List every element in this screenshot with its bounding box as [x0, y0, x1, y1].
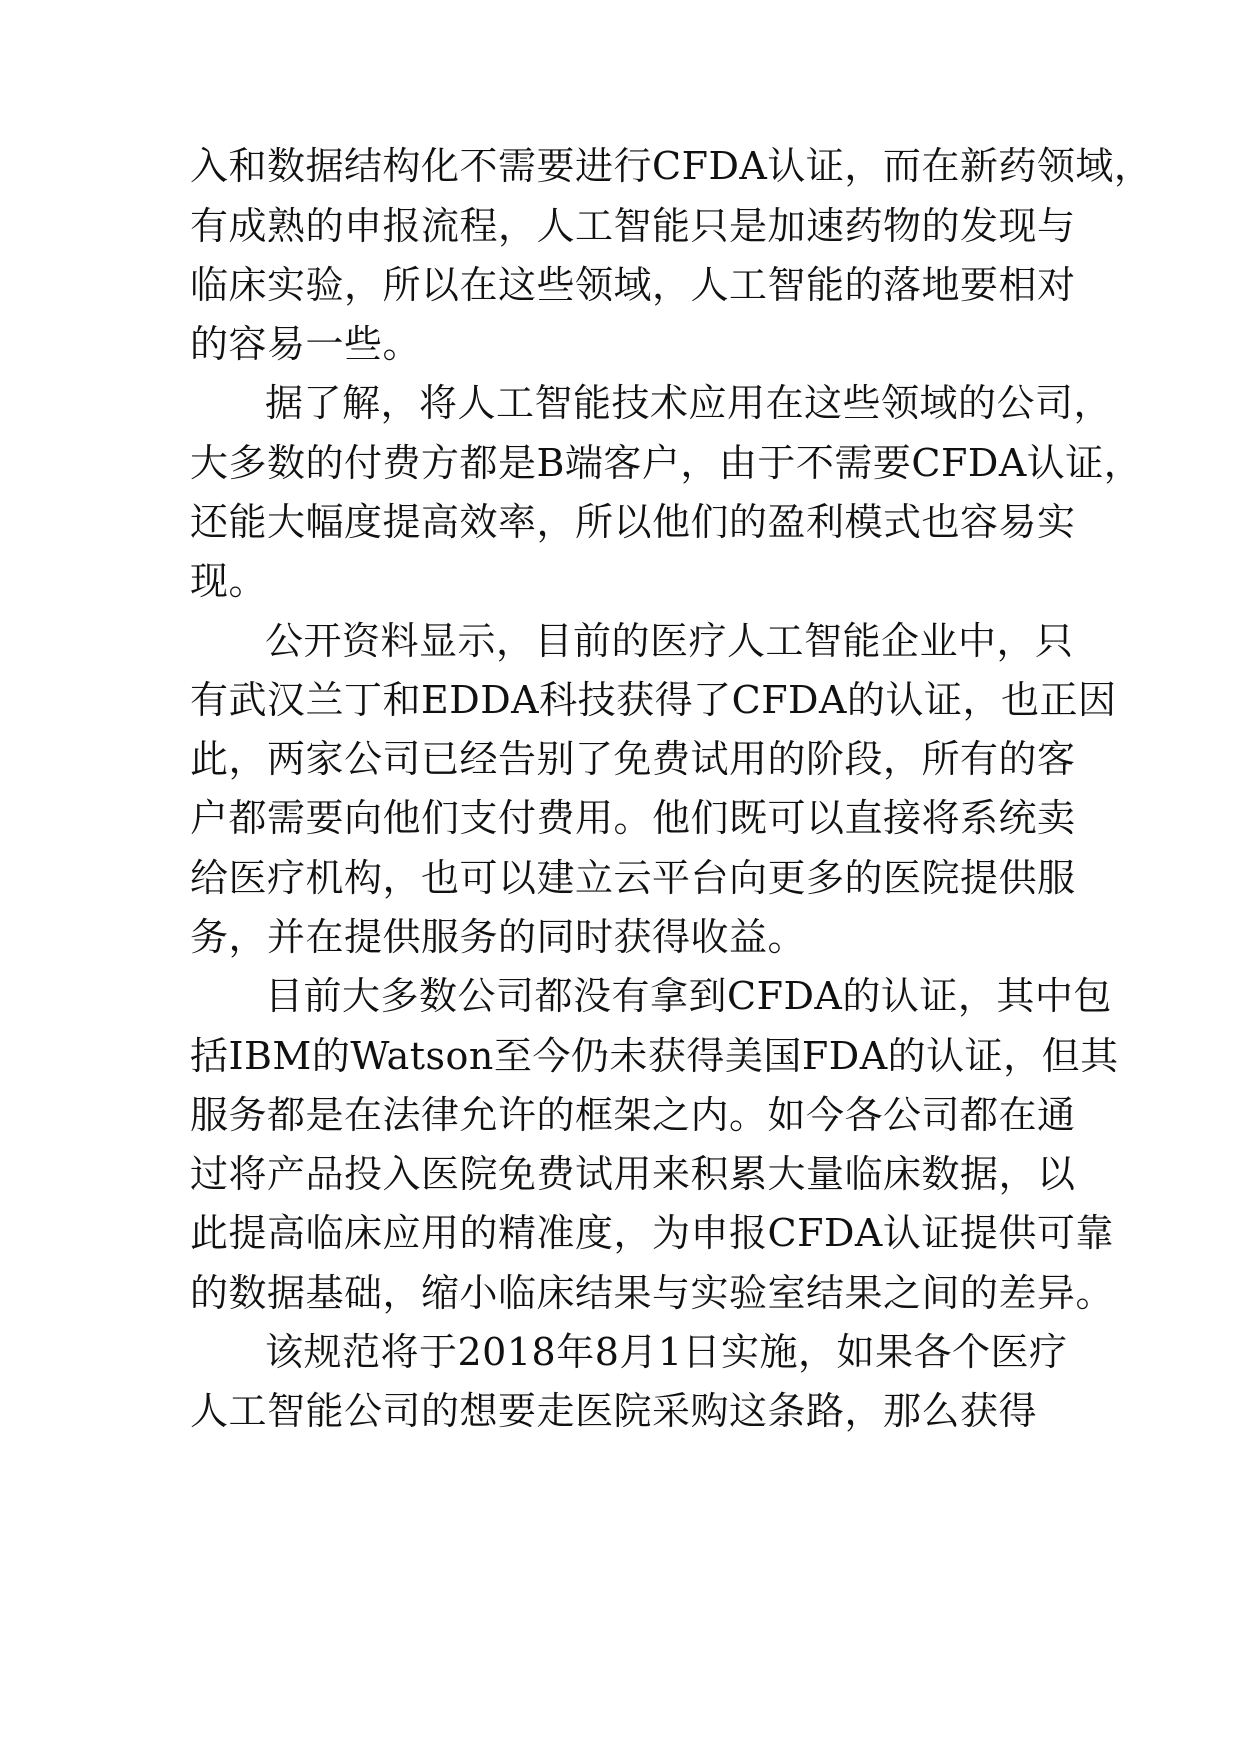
paragraph-1-line-3: 临床实验，所以在这些领域，人工智能的落地要相对	[190, 263, 1076, 307]
paragraph-4-line-5: 此提高临床应用的精准度，为申报CFDA认证提供可靠	[190, 1211, 1114, 1255]
paragraph-4-line-6: 的数据基础，缩小临床结果与实验室结果之间的差异。	[190, 1271, 1115, 1315]
paragraph-4-line-1: 目前大多数公司都没有拿到CFDA的认证，其中包	[265, 974, 1112, 1018]
paragraph-1-line-2: 有成熟的申报流程，人工智能只是加速药物的发现与	[190, 204, 1076, 248]
paragraph-3-line-1: 公开资料显示，目前的医疗人工智能企业中，只	[265, 619, 1074, 663]
paragraph-4-line-2: 括IBM的Watson至今仍未获得美国FDA的认证，但其	[190, 1034, 1119, 1078]
paragraph-3-line-6: 务，并在提供服务的同时获得收益。	[190, 915, 807, 959]
paragraph-4-line-4: 过将产品投入医院免费试用来积累大量临床数据，以	[190, 1152, 1076, 1196]
paragraph-3-line-3: 此，两家公司已经告别了免费试用的阶段，所有的客	[190, 737, 1076, 781]
paragraph-1-line-4: 的容易一些。	[190, 322, 422, 366]
paragraph-2-line-2: 大多数的付费方都是B端客户，由于不需要CFDA认证，	[190, 441, 1143, 485]
paragraph-3-line-2: 有武汉兰丁和EDDA科技获得了CFDA的认证，也正因	[190, 678, 1117, 722]
paragraph-5-line-1: 该规范将于2018年8月1日实施，如果各个医疗	[265, 1330, 1068, 1374]
paragraph-2-line-3: 还能大幅度提高效率，所以他们的盈利模式也容易实	[190, 500, 1076, 544]
paragraph-2-line-1: 据了解，将人工智能技术应用在这些领域的公司，	[265, 381, 1113, 425]
paragraph-4-line-3: 服务都是在法律允许的框架之内。如今各公司都在通	[190, 1093, 1076, 1137]
paragraph-5-line-2: 人工智能公司的想要走医院采购这条路，那么获得	[190, 1389, 1038, 1433]
paragraph-1-line-1: 入和数据结构化不需要进行CFDA认证，而在新药领域，	[190, 144, 1153, 188]
paragraph-2-line-4: 现。	[190, 559, 268, 603]
paragraph-3-line-4: 户都需要向他们支付费用。他们既可以直接将系统卖	[190, 796, 1076, 840]
paragraph-3-line-5: 给医疗机构，也可以建立云平台向更多的医院提供服	[190, 856, 1076, 900]
